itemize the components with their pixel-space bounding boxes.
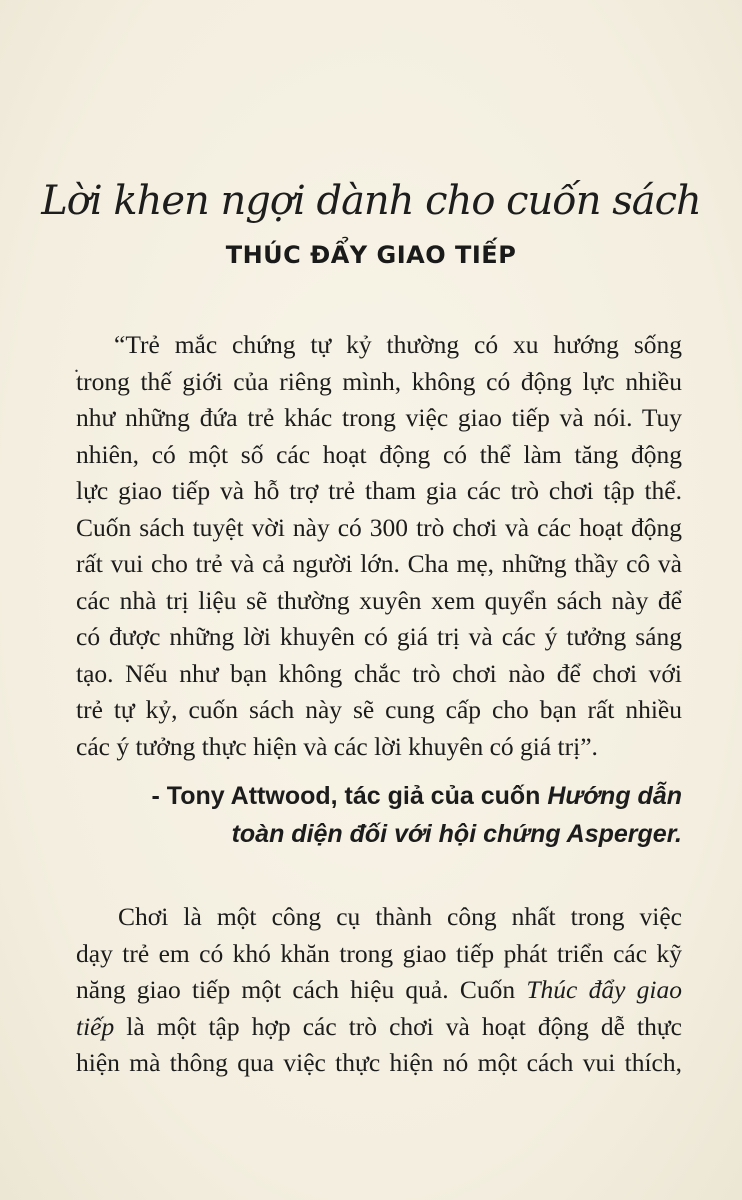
- body-line: [76, 1009, 682, 1046]
- attribution-author: - Tony Attwood, tác giả của cuốn: [151, 782, 548, 810]
- quote-line: như những đứa trẻ khác trong việc giao tiếp và nói. Tuy: [76, 403, 682, 432]
- quote-line: Cuốn sách tuyệt vời này có 300 trò chơi và các hoạt động: [76, 512, 682, 542]
- quote-line: trong thế giới của riêng mình, không có động lực nhiều: [76, 366, 682, 396]
- heading-title: THÚC ĐẨY GIAO TIẾP: [225, 241, 517, 269]
- quote-line: tạo. Nếu như bạn không chắc trò chơi nào để chơi với: [76, 658, 682, 688]
- quote-attribution: [76, 777, 682, 853]
- quote-paragraph: [76, 327, 682, 765]
- body-line: Chơi là một công cụ thành công nhất trong việc: [118, 902, 682, 931]
- attribution-line-1: [76, 777, 682, 815]
- quote-line: lực giao tiếp và hỗ trợ trẻ tham gia các trò chơi tập thể.: [76, 476, 682, 505]
- quote-line: có được những lời khuyên có giá trị và các ý tưởng sáng: [76, 622, 682, 651]
- body-text: là một tập hợp các trò chơi và hoạt động dễ thực: [114, 1011, 682, 1041]
- quote-line: nhiên, có một số các hoạt động có thể làm tăng động: [76, 439, 682, 469]
- body-text: năng giao tiếp một cách hiệu quả. Cuốn: [76, 975, 527, 1004]
- body-paragraph: [76, 899, 682, 1082]
- quote-line: “Trẻ mắc chứng tự kỷ thường có xu hướng sống: [114, 330, 682, 359]
- quote-line: rất vui cho trẻ và cả người lớn. Cha mẹ, những thầy cô và: [76, 549, 682, 578]
- book-title-italic: Thúc đẩy giao: [526, 975, 683, 1004]
- body-line: [76, 972, 682, 1009]
- book-title-italic: tiếp: [76, 1011, 115, 1041]
- body-line: hiện mà thông qua việc thực hiện nó một cách vui thích,: [76, 1048, 682, 1077]
- attribution-line-2: toàn diện đối với hội chứng Asperger.: [231, 820, 682, 848]
- heading-script: Lời khen ngợi dành cho cuốn sách: [41, 178, 701, 224]
- quote-line: các ý tưởng thực hiện và các lời khuyên có giá trị”.: [76, 731, 598, 761]
- attribution-book-title: Hướng dẫn: [547, 782, 682, 810]
- quote-line: các nhà trị liệu sẽ thường xuyên xem quyển sách này để: [76, 585, 682, 615]
- quote-line: trẻ tự kỷ, cuốn sách này sẽ cung cấp cho bạn rất nhiều: [76, 695, 682, 724]
- margin-dot: .: [74, 355, 79, 377]
- body-line: dạy trẻ em có khó khăn trong giao tiếp phát triển các kỹ: [76, 938, 682, 968]
